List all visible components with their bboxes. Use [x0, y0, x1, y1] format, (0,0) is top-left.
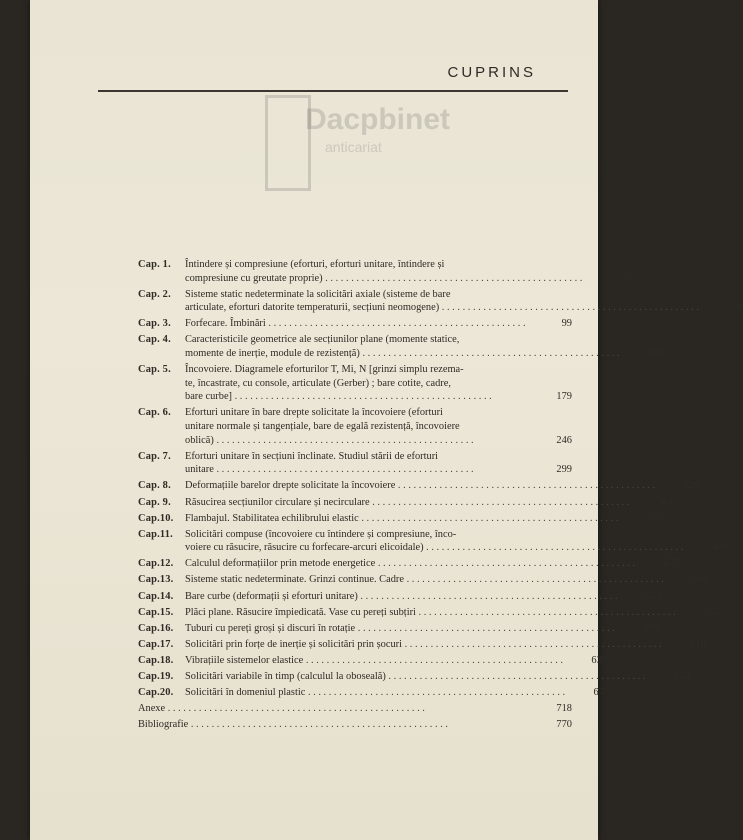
toc-entry-title: Forfecare. Îmbinări . . .: [185, 317, 528, 331]
toc-chapter-number: Cap.16.: [138, 622, 174, 634]
toc-entry: [138, 496, 674, 510]
toc-page-number: 409: [711, 542, 728, 554]
toc-entry: [138, 479, 700, 493]
toc-entry: [138, 638, 706, 652]
toc-entry-title: Răsucirea secțiunilor circulare și necirculare . . .: [185, 496, 629, 510]
toc-chapter-number: Cap. 2.: [138, 288, 171, 300]
toc-entry-title: Bibliografie . . .: [138, 718, 528, 732]
toc-entry: [138, 333, 664, 360]
toc-entry-title: Eforturi unitare în secțiuni înclinate. Studiul stării de eforturi: [185, 450, 439, 462]
toc-entry-title: compresiune cu greutate proprie) . . .: [185, 272, 582, 286]
toc-entry-title: articulate, eforturi datorite temperaturii, secțiuni neomogene) . . .: [185, 301, 699, 315]
toc-entry-title: bare curbe] . . .: [185, 390, 528, 404]
toc-chapter-number: Cap.17.: [138, 638, 174, 650]
toc-page-number: 639: [591, 654, 608, 666]
toc-entry: [138, 590, 662, 604]
page-title: CUPRINS: [447, 64, 536, 81]
toc-entry-title: te, încastrate, cu console, articulate (Gerber) ; bare cotite, cadre,: [185, 377, 451, 389]
toc-page-number: 552: [645, 590, 662, 602]
toc-entry-title: Solicitări compuse (încovoiere cu întindere și compresiune, înco-: [185, 528, 457, 540]
toc-entry-title: Sisteme static nedeterminate. Grinzi continue. Cadre . . .: [185, 573, 664, 587]
toc-entry: [138, 686, 610, 700]
toc-entry-title: voiere cu răsucire, răsucire cu forfecare-arcuri elicoidale) . . .: [185, 541, 683, 555]
toc-entry: [138, 258, 627, 285]
toc-entry: [138, 573, 708, 587]
toc-entry: [138, 450, 572, 477]
toc-entry-title: Deformațiile barelor drepte solicitate la încovoiere . . .: [185, 479, 655, 493]
watermark-logo: [235, 95, 451, 225]
toc-entry-title: Solicitări variabile în timp (calculul la oboseală) . . .: [185, 670, 646, 684]
toc-chapter-number: Cap. 9.: [138, 496, 171, 508]
toc-entry-title: oblică) . . .: [185, 434, 528, 448]
toc-entry-title: Încovoiere. Diagramele eforturilor T, Mi, N [grinzi simplu rezema-: [185, 364, 464, 376]
toc-page-number: 7: [621, 272, 627, 284]
toc-page-number: 246: [556, 434, 572, 446]
toc-entry-title: Eforturi unitare în bare drepte solicitate la încovoiere (eforturi: [185, 407, 443, 419]
toc-chapter-number: Cap.10.: [138, 512, 174, 524]
toc-entry: [138, 702, 572, 716]
toc-chapter-number: Cap. 8.: [138, 480, 171, 492]
toc-chapter-number: Cap.14.: [138, 590, 174, 602]
toc-page-number: 718: [556, 703, 572, 715]
toc-chapter-number: Cap.18.: [138, 654, 174, 666]
toc-entry-title: Bare curbe (deformații și eforturi unitare) . . .: [185, 590, 618, 604]
toc-entry-title: Anexe . . .: [138, 702, 528, 716]
toc-page-number: 70: [732, 302, 743, 314]
toc-chapter-number: Cap.12.: [138, 558, 174, 570]
toc-chapter-number: Cap. 7.: [138, 450, 171, 462]
toc-page-number: 475: [663, 558, 679, 570]
toc-chapter-number: Cap.19.: [138, 671, 174, 683]
book-page: [30, 0, 743, 840]
toc-entry: [138, 512, 663, 526]
toc-page-number: 770: [556, 719, 572, 731]
toc-entry: [138, 288, 743, 315]
toc-chapter-number: Cap.11.: [138, 528, 173, 540]
toc-entry: [138, 528, 728, 555]
toc-chapter-number: Cap. 6.: [138, 407, 171, 419]
toc-entry-title: Calculul deformațiilor prin metode energetice . . .: [185, 557, 635, 571]
title-rule: [98, 90, 568, 92]
toc-entry: [138, 317, 572, 331]
toc-chapter-number: Cap. 1.: [138, 259, 171, 270]
toc-entry-title: Plăci plane. Răsucire împiedicată. Vase cu pereți subțiri . . .: [185, 606, 676, 620]
watermark-text: Dacpbinet: [305, 103, 451, 136]
toc-chapter-number: Cap. 3.: [138, 318, 171, 330]
table-of-contents: [138, 258, 743, 734]
toc-entry-title: Vibrațiile sistemelor elastice . . .: [185, 654, 563, 668]
toc-entry-title: Întindere și compresiune (eforturi, eforturi unitare, întindere și: [185, 259, 445, 270]
toc-entry-title: Caracteristicile geometrice ale secțiunilor plane (momente statice,: [185, 334, 460, 346]
toc-entry-title: Flambajul. Stabilitatea echilibrului elastic . . .: [185, 512, 618, 526]
toc-entry: [138, 606, 720, 620]
toc-page-number: 299: [556, 464, 572, 476]
toc-chapter-number: Cap.15.: [138, 606, 174, 618]
toc-entry: [138, 406, 572, 447]
toc-entry: [138, 670, 690, 684]
toc-page-number: 361: [657, 496, 674, 508]
toc-page-number: 504: [692, 574, 708, 586]
toc-page-number: 379: [646, 512, 663, 524]
toc-page-number: 320: [683, 480, 700, 492]
toc-entry-title: Solicitări prin forțe de inerție și solicitări prin șocuri . . .: [185, 638, 662, 652]
toc-entry-title: momente de inerție, module de rezistență) . . .: [185, 347, 620, 361]
toc-entry: [138, 622, 659, 636]
watermark-subtext: anticariat: [325, 139, 382, 155]
toc-chapter-number: Cap.13.: [138, 574, 174, 586]
toc-page-number: 605: [643, 622, 659, 634]
toc-entry: [138, 718, 572, 732]
toc-page-number: 179: [556, 391, 572, 403]
toc-page-number: 110: [648, 348, 664, 360]
toc-entry: [138, 557, 679, 571]
toc-page-number: 679: [593, 687, 610, 699]
toc-page-number: 585: [704, 606, 720, 618]
toc-page-number: 99: [561, 318, 572, 330]
toc-page-number: 654: [674, 671, 690, 683]
toc-entry: [138, 363, 572, 404]
toc-entry-title: unitare . . .: [185, 463, 528, 477]
toc-entry-title: Tuburi cu pereți groși și discuri în rotație . . .: [185, 622, 615, 636]
toc-chapter-number: Cap.20.: [138, 687, 174, 699]
toc-entry: [138, 654, 608, 668]
toc-entry-title: Solicitări în domeniul plastic . . .: [185, 686, 565, 700]
toc-entry-title: unitare normale și tangențiale, bare de egală rezistență, încovoiere: [185, 421, 460, 433]
toc-page-number: 616: [690, 638, 706, 650]
toc-chapter-number: Cap. 5.: [138, 364, 171, 376]
toc-chapter-number: Cap. 4.: [138, 334, 171, 346]
toc-entry-title: Sisteme static nedeterminate la solicitări axiale (sisteme de bare: [185, 288, 451, 300]
